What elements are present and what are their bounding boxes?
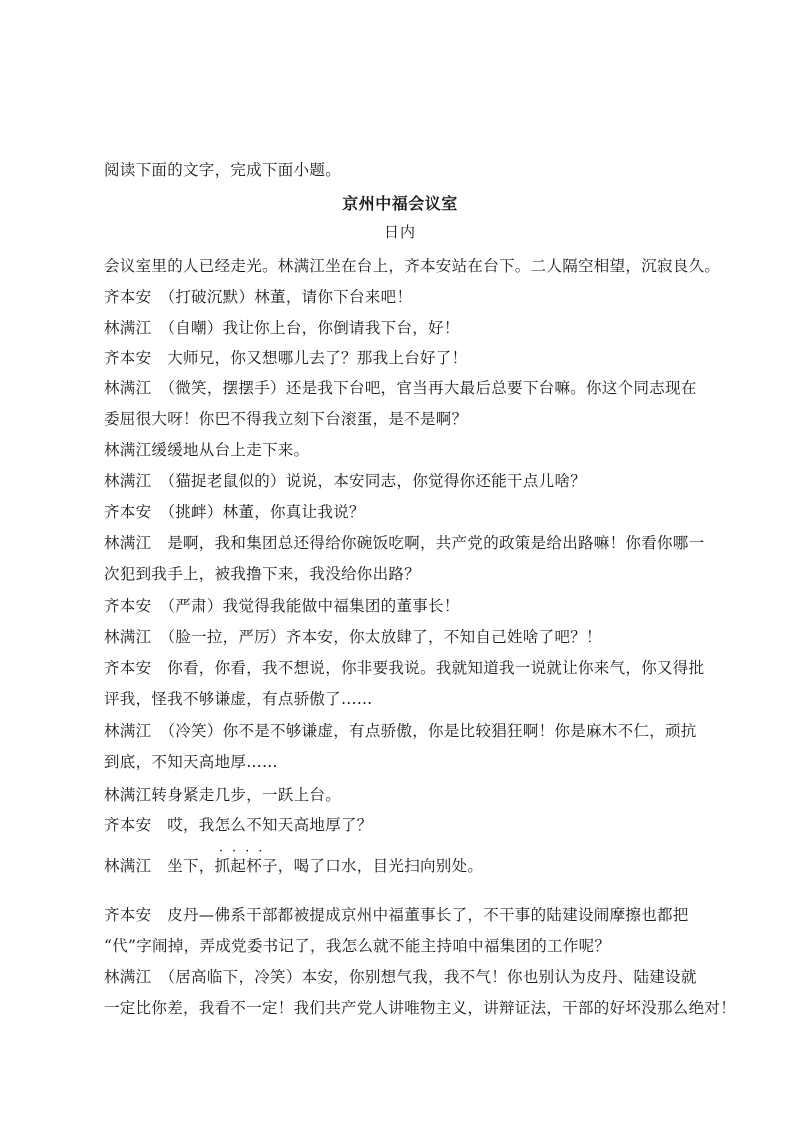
dialogue-line: 齐本安 皮丹—佛系干部都被提成京州中福董事长了，不干事的陆建设闹摩擦也都把 (104, 906, 689, 924)
emphasis-dots: ···· (219, 844, 272, 859)
stage-direction: 林满江转身紧走几步，一跃上台。 (104, 786, 342, 804)
dialogue-line: 林满江 （猫捉老鼠似的）说说，本安同志，你觉得你还能干点儿啥？ (104, 472, 587, 490)
script-title: 京州中福会议室 (342, 194, 458, 213)
dialogue-line: 林满江 （微笑，摆摆手）还是我下台吧，官当再大最后总要下台嘛。你这个同志现在 (104, 379, 697, 397)
dialogue-line-continued: 次犯到我手上，被我撸下来，我没给你出路？ (104, 565, 421, 583)
dialogue-line-emphasis (104, 844, 724, 876)
dialogue-line-continued: 评我，怪我不够谦虚，有点骄傲了…… (104, 690, 373, 708)
dialogue-line-continued: 到底，不知天高地厚…… (104, 753, 278, 771)
dialogue-line: 齐本安 哎，我怎么不知天高地厚了？ (104, 816, 373, 834)
stage-direction: 林满江缓缓地从台上走下来。 (104, 441, 310, 459)
dialogue-line: 齐本安 大师兄，你又想哪儿去了？那我上台好了！ (104, 349, 468, 367)
dialogue-line: 林满江 （脸一拉，严厉）齐本安，你太放肆了，不知自己姓啥了吧？！ (104, 628, 602, 646)
stage-direction: 会议室里的人已经走光。林满江坐在台上，齐本安站在台下。二人隔空相望，沉寂良久。 (104, 257, 721, 275)
dialogue-line: 齐本安 （严肃）我觉得我能做中福集团的董事长！ (104, 597, 460, 615)
intro-instruction: 阅读下面的文字，完成下面小题。 (104, 161, 342, 179)
dialogue-line-continued: 委屈很大呀！你巴不得我立刻下台滚蛋，是不是啊？ (104, 410, 468, 428)
dialogue-line: 齐本安 （挑衅）林董，你真让我说？ (104, 503, 365, 521)
dialogue-line: 齐本安 你看，你看，我不想说，你非要我说。我就知道我一说就让你来气，你又得批 (104, 659, 705, 677)
dialogue-line: 林满江 是啊，我和集团总还得给你碗饭吃啊，共产党的政策是给出路嘛！你看你哪一 (104, 534, 705, 552)
dialogue-line: 齐本安 （打破沉默）林董，请你下台来吧！ (104, 288, 413, 306)
dialogue-line: 林满江 （自嘲）我让你上台，你倒请我下台，好！ (104, 319, 460, 337)
dialogue-line-continued: “代”字闹掉，弄成党委书记了，我怎么就不能主持咱中福集团的工作呢？ (104, 937, 611, 955)
scene-heading: 日内 (383, 223, 416, 241)
emphasized-dialogue: 林满江 坐下，抓起杯子，喝了口水，目光扫向别处。 (104, 857, 484, 875)
dialogue-line: 林满江 （冷笑）你不是不够谦虚，有点骄傲，你是比较猖狂啊！你是麻木不仁，顽抗 (104, 722, 697, 740)
dialogue-line: 林满江 （居高临下，冷笑）本安，你别想气我，我不气！你也别认为皮丹、陆建设就 (104, 968, 697, 986)
dialogue-line-continued: 一定比你差，我看不一定！我们共产党人讲唯物主义，讲辩证法，干部的好坏没那么绝对！ (104, 999, 737, 1017)
